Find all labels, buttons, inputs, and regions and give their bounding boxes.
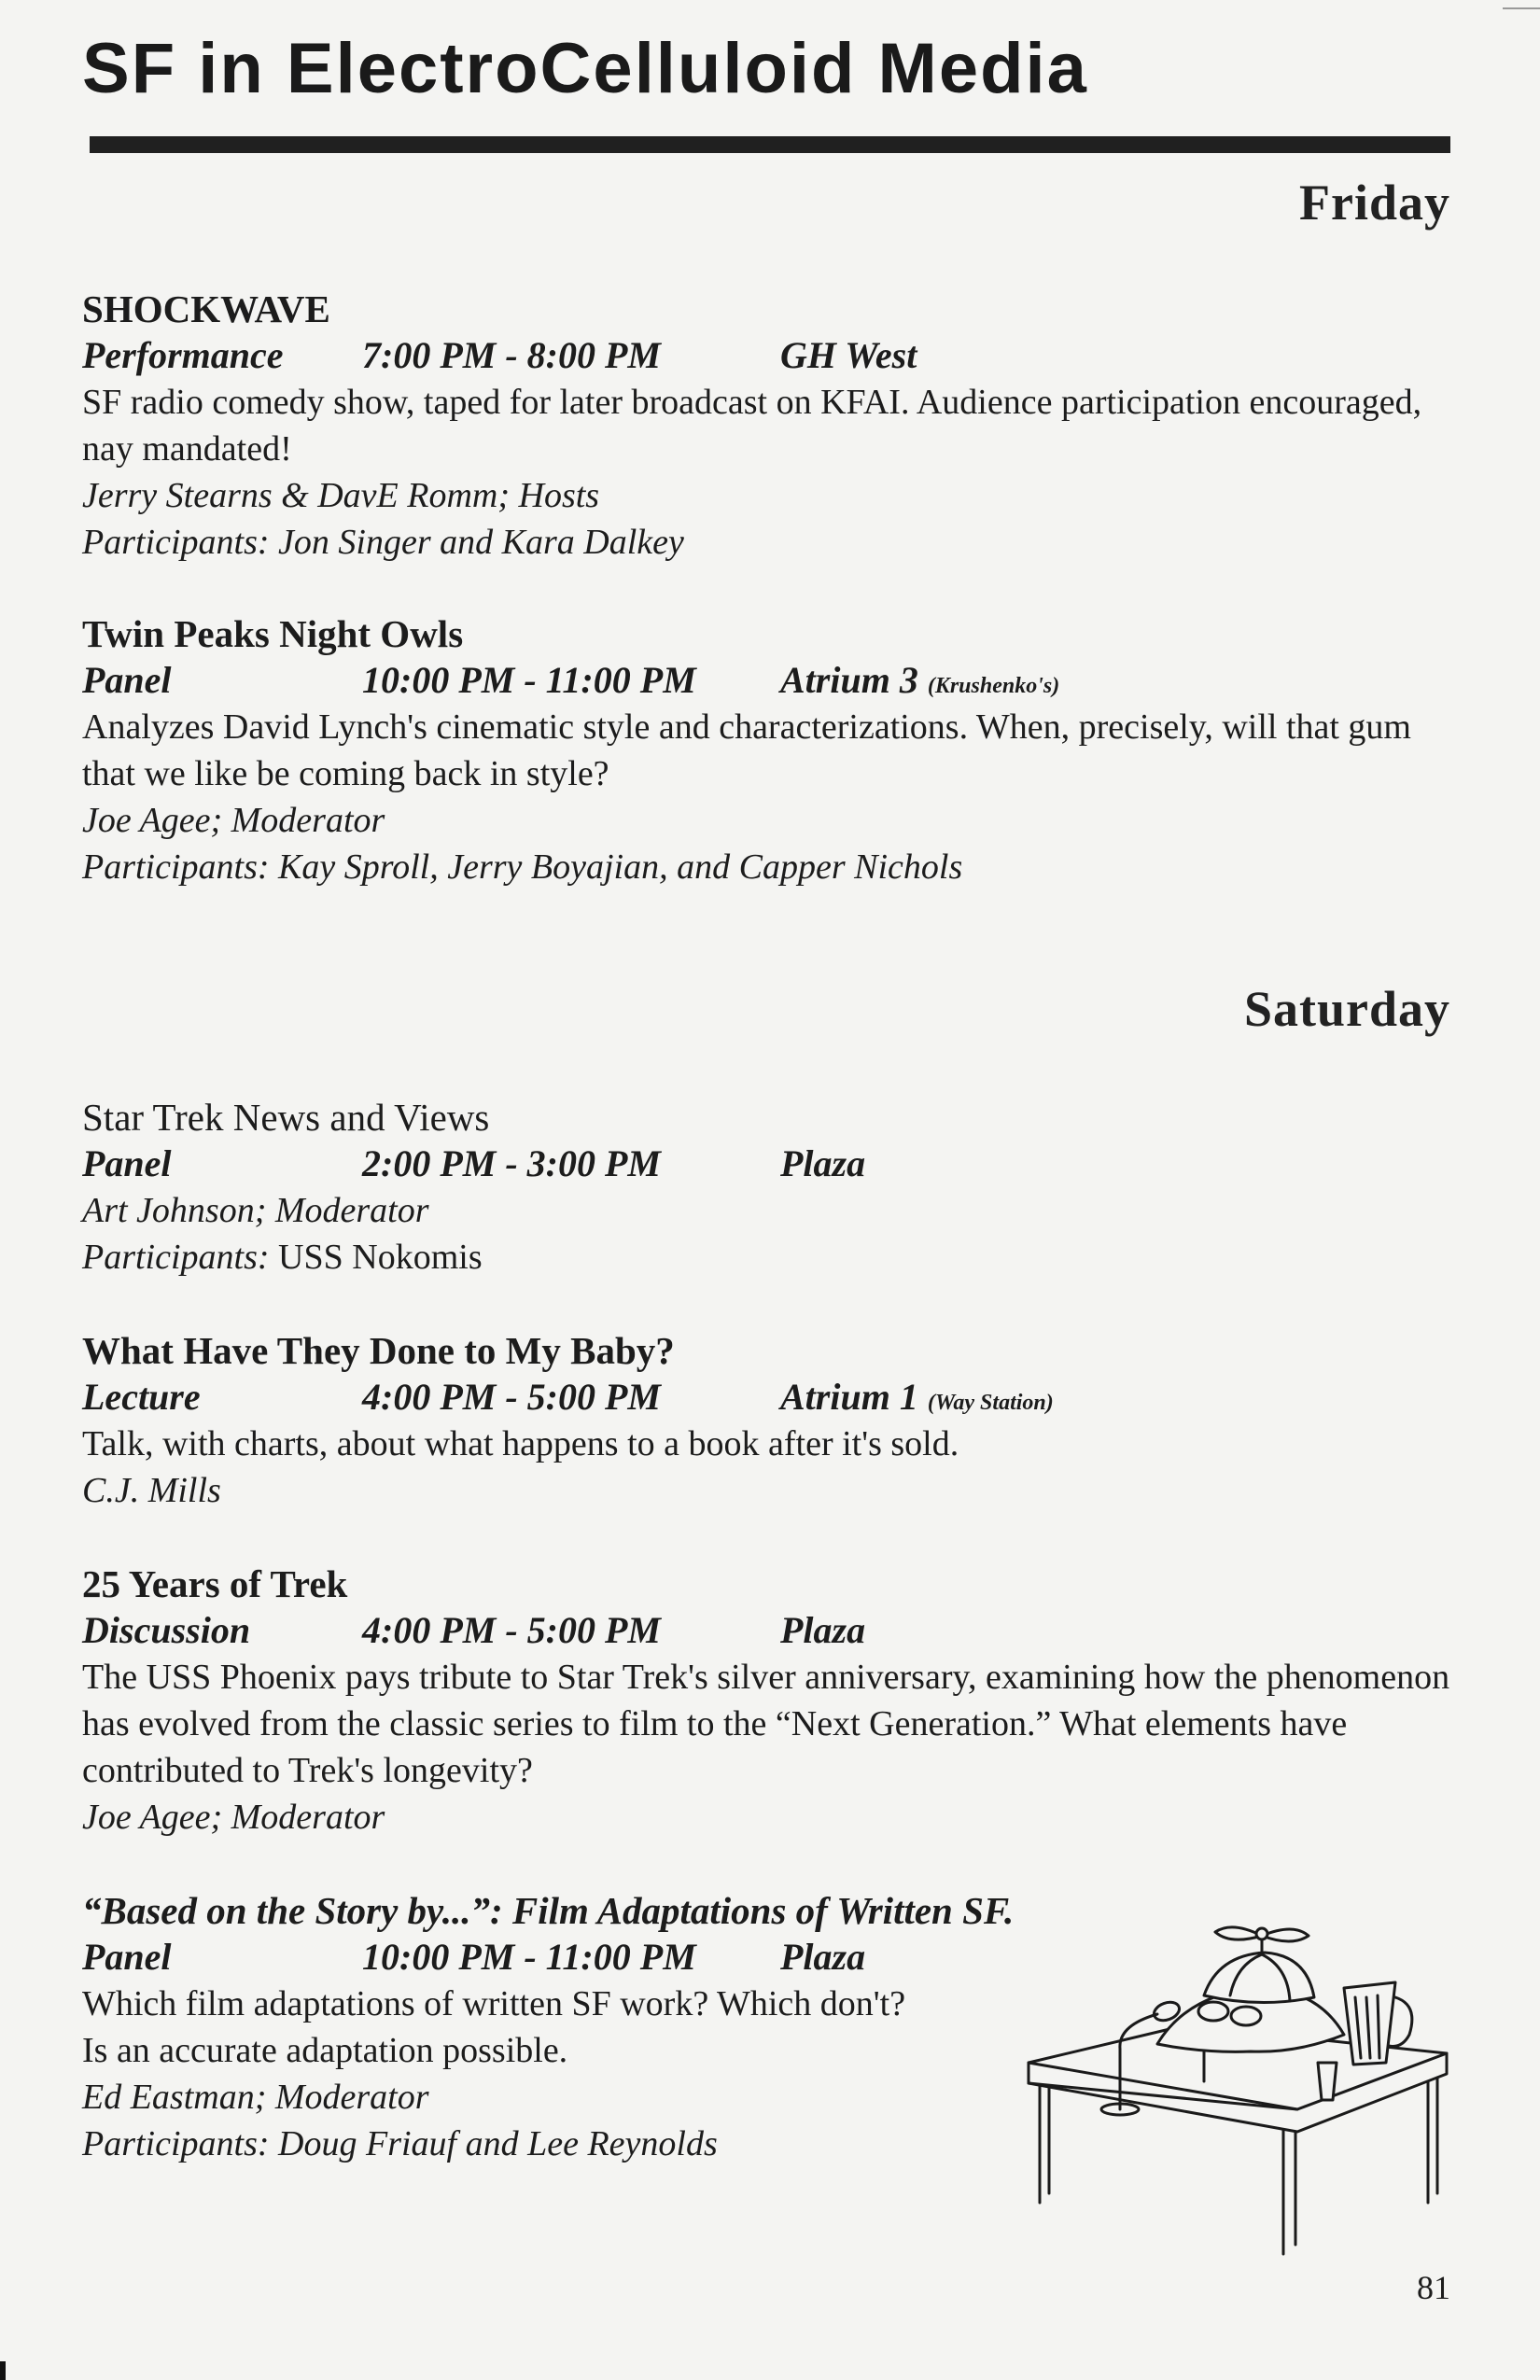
event-time: 10:00 PM - 11:00 PM (362, 659, 696, 701)
event-25-years-of-trek (82, 1561, 1463, 1841)
title-rule (90, 136, 1450, 153)
event-meta (82, 1374, 1463, 1421)
event-type: Panel (82, 1142, 172, 1184)
event-room: Plaza (780, 1936, 866, 1978)
event-meta (82, 1141, 1463, 1187)
event-description: The USS Phoenix pays tribute to Star Trek's silver anniversary, examining how the phenomenon has evolved from the classic series to film to the “Next Generation.” What elements have contributed to Trek's longevity? (82, 1658, 1450, 1790)
event-participants: Participants: Jon Singer and Kara Dalkey (82, 523, 684, 562)
page-title: SF in ElectroCelluloid Media (82, 29, 1088, 108)
event-description-line-2: Is an accurate adaptation possible. (82, 2031, 568, 2070)
event-type: Panel (82, 659, 172, 701)
event-meta (82, 332, 1463, 379)
event-title: Star Trek News and Views (82, 1096, 490, 1139)
event-description: Analyzes David Lynch's cinematic style and characterizations. When, precisely, will that gum that we like be coming back in style? (82, 707, 1411, 793)
event-title: 25 Years of Trek (82, 1562, 348, 1605)
event-time: 7:00 PM - 8:00 PM (362, 334, 661, 376)
event-description: SF radio comedy show, taped for later broadcast on KFAI. Audience participation encouraged, nay mandated! (82, 383, 1422, 469)
event-type: Lecture (82, 1376, 201, 1418)
event-type: Performance (82, 334, 284, 376)
event-participants (82, 1234, 1463, 1281)
event-type: Panel (82, 1936, 172, 1978)
event-star-trek-news-and-views (82, 1094, 1463, 1281)
edge-mark (0, 2361, 6, 2380)
event-time: 10:00 PM - 11:00 PM (362, 1936, 696, 1978)
event-room: Plaza (780, 1609, 866, 1651)
propeller-blade (1215, 1927, 1262, 1939)
event-shockwave (82, 286, 1463, 566)
room-note: (Way Station) (927, 1391, 1054, 1415)
page-number: 81 (1417, 2269, 1450, 2306)
edge-mark (1503, 7, 1540, 9)
event-time: 2:00 PM - 3:00 PM (362, 1142, 661, 1184)
table-leg (1428, 2078, 1437, 2203)
event-moderator: Art Johnson; Moderator (82, 1191, 429, 1230)
panel-table-illustration (1017, 1923, 1456, 2259)
participants-label: Participants: (82, 1238, 270, 1277)
event-title: SHOCKWAVE (82, 287, 330, 330)
event-twin-peaks-night-owls (82, 610, 1463, 890)
table-leg (1283, 2130, 1295, 2254)
propeller-blade (1262, 1929, 1309, 1941)
glass (1318, 2063, 1337, 2100)
event-title: What Have They Done to My Baby? (82, 1329, 675, 1372)
event-meta (82, 1607, 1463, 1654)
event-hosts: Jerry Stearns & DavE Romm; Hosts (82, 476, 600, 515)
event-room: GH West (780, 334, 917, 376)
event-speaker: C.J. Mills (82, 1471, 221, 1510)
beanie (1204, 1953, 1314, 2003)
event-type: Discussion (82, 1609, 251, 1651)
room-note: (Krushenko's) (927, 674, 1060, 698)
event-description-line-1: Which film adaptations of written SF work? Which don't? (82, 1984, 906, 2023)
table-leg (1040, 2086, 1049, 2203)
event-room (780, 657, 1059, 709)
event-participants: Participants: Doug Friauf and Lee Reynolds (82, 2124, 718, 2163)
room-name: Atrium 1 (780, 1376, 918, 1418)
event-what-have-they-done-to-my-baby (82, 1327, 1463, 1514)
day-heading-friday: Friday (1299, 175, 1450, 231)
event-title: Twin Peaks Night Owls (82, 612, 464, 655)
event-moderator: Joe Agee; Moderator (82, 1798, 385, 1837)
event-moderator: Joe Agee; Moderator (82, 801, 385, 840)
event-time: 4:00 PM - 5:00 PM (362, 1376, 661, 1418)
day-heading-saturday: Saturday (1243, 981, 1450, 1037)
event-time: 4:00 PM - 5:00 PM (362, 1609, 661, 1651)
event-moderator: Ed Eastman; Moderator (82, 2078, 429, 2117)
event-title: “Based on the Story by...”: Film Adaptations of Written SF. (82, 1889, 1015, 1932)
participants-value: USS Nokomis (278, 1238, 483, 1277)
event-room (780, 1374, 1054, 1426)
event-description: Talk, with charts, about what happens to a book after it's sold. (82, 1424, 959, 1463)
event-participants: Participants: Kay Sproll, Jerry Boyajian, and Capper Nichols (82, 847, 963, 887)
room-name: Atrium 3 (780, 659, 918, 701)
event-room: Plaza (780, 1142, 866, 1184)
event-meta (82, 657, 1463, 704)
